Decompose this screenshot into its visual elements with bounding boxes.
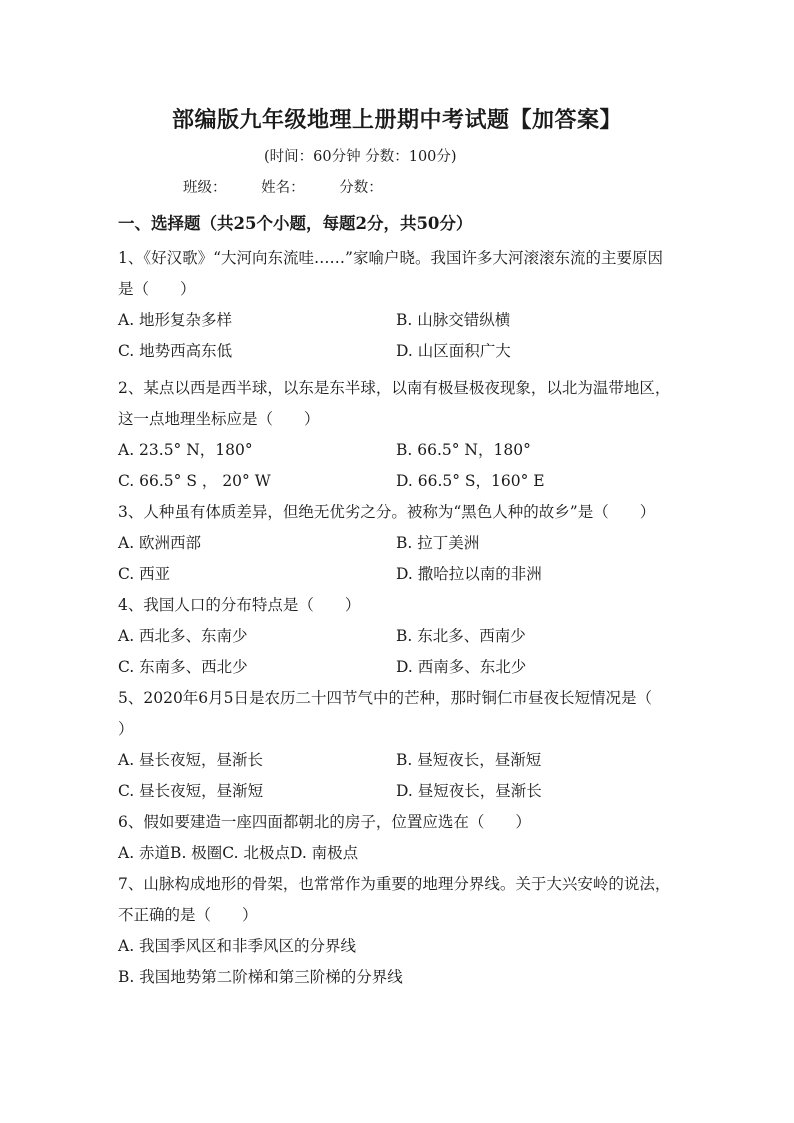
option-d: D. 昼短夜长，昼渐长 [396,782,542,800]
option-c: C. 东南多、西北少 [118,658,248,676]
option-row [118,559,678,590]
option-b: B. 昼短夜长，昼渐短 [396,751,542,769]
question-2 [118,373,678,497]
option-c: C. 地势西高东低 [118,342,233,360]
option-d: D. 撒哈拉以南的非洲 [396,565,542,583]
question-5 [118,683,684,807]
option-d: D. 山区面积广大 [396,342,511,360]
option-a: A. 我国季风区和非季风区的分界线 [118,937,357,955]
option-b: B. 山脉交错纵横 [396,311,511,329]
question-text: 2、某点以西是西半球，以东是东半球，以南有极昼极夜现象，以北为温带地区，这一点地理坐标应是（ ） [118,379,671,428]
option-c: C. 西亚 [118,565,171,583]
option-row [118,336,678,367]
option-b: B. 66.5° N，180° [396,441,531,459]
question-text: 4、我国人口的分布特点是（ ） [118,596,361,614]
question-7 [118,869,678,993]
question-list [118,243,684,993]
question-text: 5、2020年6月5日是农历二十四节气中的芒种，那时铜仁市昼夜长短情况是（ ） [118,689,684,738]
option-row [118,305,678,336]
question-text: 1、《好汉歌》“大河向东流哇……”家喻户晓。我国许多大河滚滚东流的主要原因是（ ） [118,249,663,298]
option-c: C. 昼长夜短，昼渐短 [118,782,264,800]
option-a: A. 地形复杂多样 [118,311,233,329]
score-label: 分数： [339,180,383,196]
question-4 [118,590,678,683]
option-row [118,528,678,559]
option-c: C. 66.5° S ， 20° W [118,472,271,490]
option-a: A. 欧洲西部 [118,534,202,552]
option-row [118,776,678,807]
question-6 [118,807,678,869]
option-d: D. 西南多、东北少 [396,658,527,676]
option-b: B. 我国地势第二阶梯和第三阶梯的分界线 [118,968,403,986]
question-text: 3、人种虽有体质差异，但绝无优劣之分。被称为“黑色人种的故乡”是（ ） [118,503,656,521]
option-a: A. 昼长夜短，昼渐长 [118,751,264,769]
option-row [118,652,678,683]
option-a: A. 西北多、东南少 [118,627,248,645]
question-3 [118,497,678,590]
question-text: 6、假如要建造一座四面都朝北的房子，位置应选在（ ） [118,813,531,831]
option-d: D. 66.5° S，160° E [396,472,545,490]
question-1 [118,243,678,367]
section-title: 一、选择题（共25个小题，每题2分，共50分） [118,214,473,233]
option-row [118,621,678,652]
option-row [118,466,678,497]
option-a: A. 23.5° N，180° [118,441,253,459]
question-text: 7、山脉构成地形的骨架，也常常作为重要的地理分界线。关于大兴安岭的说法，不正确的是（ ） [118,875,671,924]
option-row [118,435,678,466]
class-label: 班级： [183,180,227,196]
option-b: B. 东北多、西南少 [396,627,526,645]
student-info-line [183,176,383,197]
name-label: 姓名： [261,180,305,196]
inline-options: A. 赤道B. 极圈C. 北极点D. 南极点 [118,844,359,862]
option-row [118,745,678,776]
option-b: B. 拉丁美洲 [396,534,480,552]
page-title: 部编版九年级地理上册期中考试题【加答案】 [171,107,622,133]
exam-time-score: (时间：60分钟 分数：100分) [264,149,457,165]
